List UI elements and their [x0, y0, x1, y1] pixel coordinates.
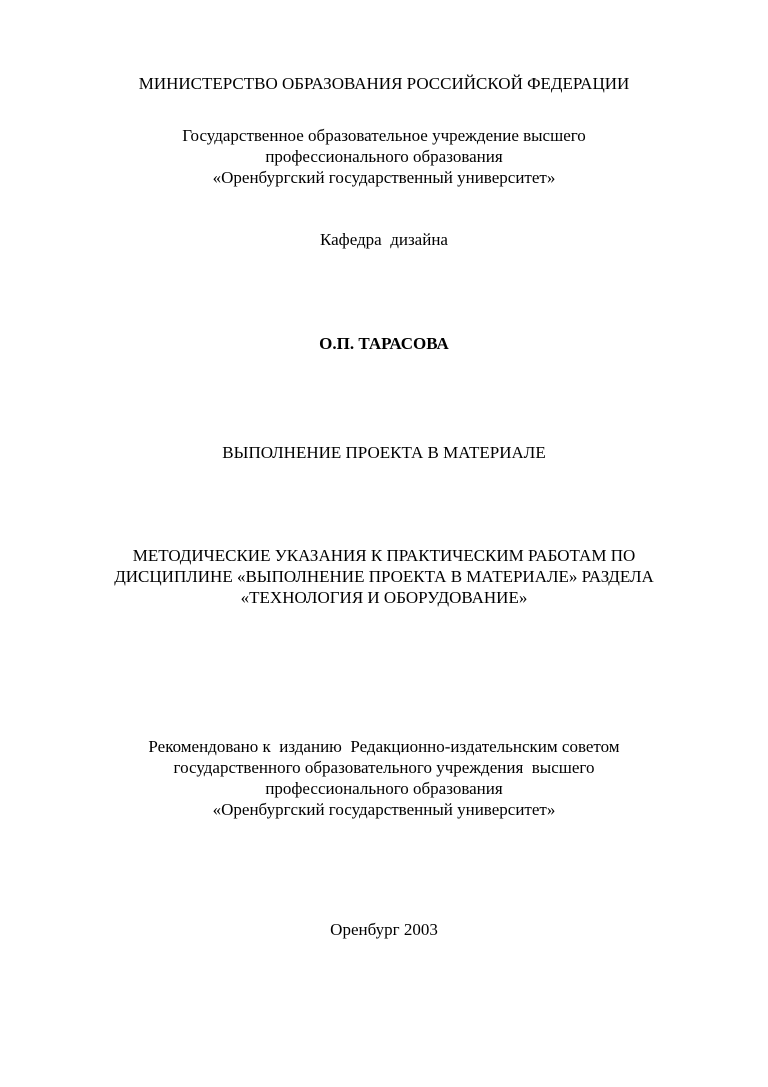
- institution-line-3: «Оренбургский государственный университет»: [212, 168, 556, 187]
- city-year-block: [0, 919, 768, 940]
- ministry-header: [0, 73, 768, 94]
- subtitle-line-3: «ТЕХНОЛОГИЯ И ОБОРУДОВАНИЕ»: [240, 588, 528, 607]
- institution-line-2: профессионального образования: [265, 147, 503, 166]
- department-name: Кафедра дизайна: [320, 230, 448, 249]
- document-title: ВЫПОЛНЕНИЕ ПРОЕКТА В МАТЕРИАЛЕ: [222, 443, 546, 462]
- ministry-line: МИНИСТЕРСТВО ОБРАЗОВАНИЯ РОССИЙСКОЙ ФЕДЕРАЦИИ: [138, 74, 630, 93]
- recommendation-line-2: государственного образовательного учреждения высшего: [173, 758, 595, 777]
- institution-block: [0, 125, 768, 188]
- document-subtitle-block: [0, 545, 768, 608]
- recommendation-block: [0, 736, 768, 820]
- author-block: [0, 333, 768, 354]
- subtitle-line-2: ДИСЦИПЛИНЕ «ВЫПОЛНЕНИЕ ПРОЕКТА В МАТЕРИАЛЕ» РАЗДЕЛА: [114, 567, 654, 586]
- recommendation-line-1: Рекомендовано к изданию Редакционно-издательнским советом: [148, 737, 620, 756]
- document-title-block: [0, 442, 768, 463]
- subtitle-line-1: МЕТОДИЧЕСКИЕ УКАЗАНИЯ К ПРАКТИЧЕСКИМ РАБОТАМ ПО: [132, 546, 636, 565]
- city-year: Оренбург 2003: [330, 920, 438, 939]
- recommendation-line-4: «Оренбургский государственный университет»: [212, 800, 556, 819]
- department-block: [0, 229, 768, 250]
- author-name: О.П. ТАРАСОВА: [319, 334, 449, 353]
- recommendation-line-3: профессионального образования: [265, 779, 503, 798]
- institution-line-1: Государственное образовательное учреждение высшего: [182, 126, 586, 145]
